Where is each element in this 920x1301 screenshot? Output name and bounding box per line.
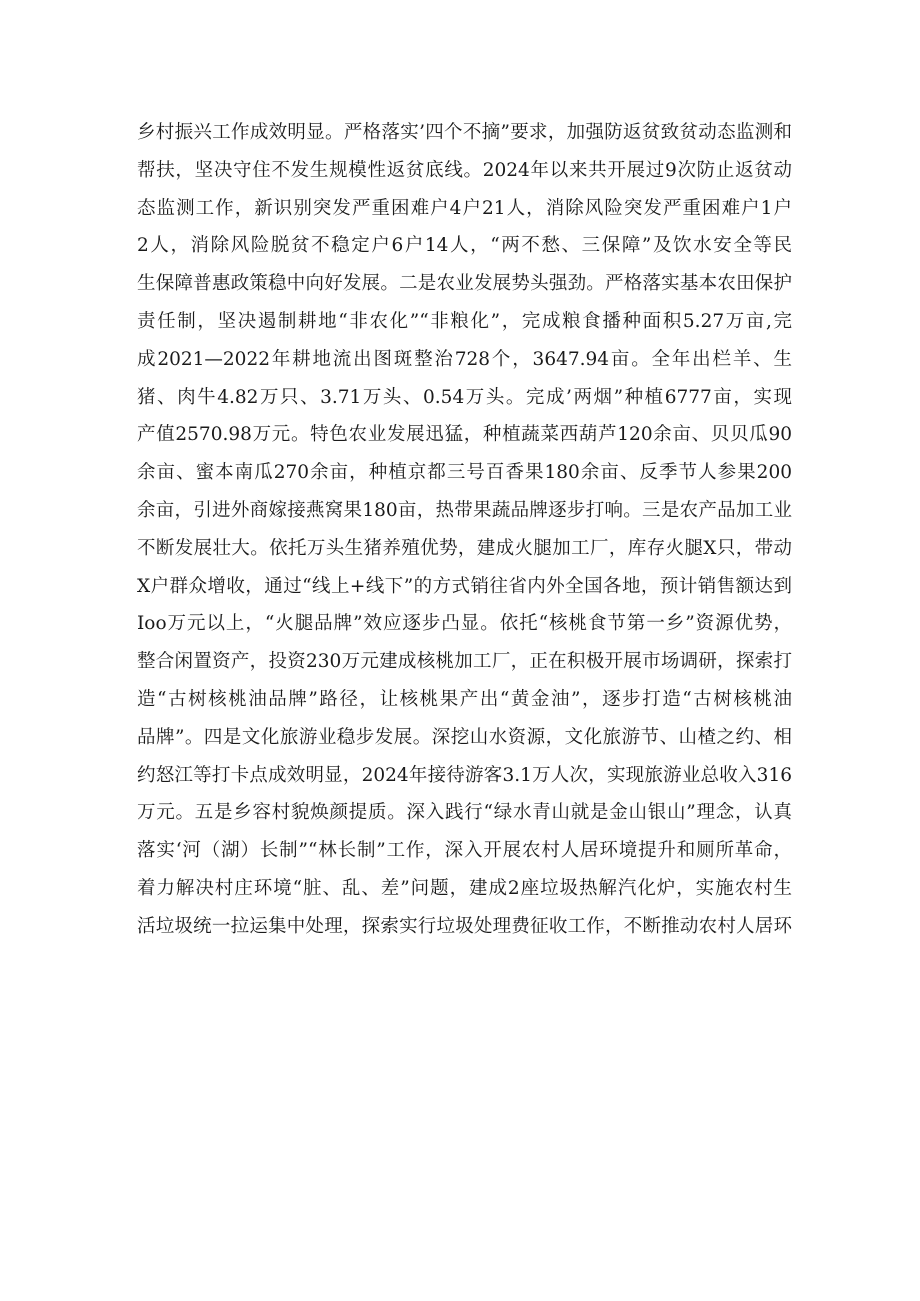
text-line: 不断发展壮大。依托万头生猪养殖优势，建成火腿加工厂，库存火腿X只，带动 (137, 537, 792, 559)
text-line: 品牌”。四是文化旅游业稳步发展。深挖山水资源，文化旅游节、山楂之约、相 (137, 726, 792, 748)
text-line: 造“古树核桃油品牌”路径，让核桃果产出“黄金油”，逐步打造“古树核桃油 (137, 688, 792, 710)
text-line: 产值2570.98万元。特色农业发展迅猛，种植蔬菜西葫芦120余亩、贝贝瓜90 (137, 424, 792, 446)
body-text (137, 114, 792, 946)
text-line: Ioo万元以上，“火腿品牌”效应逐步凸显。依托“核桃食节第一乡”资源优势， (137, 613, 792, 635)
text-line: 乡村振兴工作成效明显。严格落实’四个不摘”要求，加强防返贫致贫动态监测和 (137, 122, 792, 143)
text-line: 责任制，坚决遏制耕地“非农化”“非粮化”，完成粮食播种面积5.27万亩,完 (137, 310, 792, 332)
text-line: 着力解决村庄环境“脏、乱、差”问题，建成2座垃圾热解汽化炉，实施农村生 (137, 877, 792, 899)
text-line: 活垃圾统一拉运集中处理，探索实行垃圾处理费征收工作，不断推动农村人居环 (137, 915, 792, 937)
text-line: 整合闲置资产，投资230万元建成核桃加工厂，正在积极开展市场调研，探索打 (137, 651, 792, 673)
text-line: X户群众增收，通过“线上+线下”的方式销往省内外全国各地，预计销售额达到 (137, 575, 792, 597)
text-line: 态监测工作，新识别突发严重困难户4户21人，消除风险突发严重困难户1户 (137, 197, 792, 219)
text-line: 万元。五是乡容村貌焕颜提质。深入践行“绿水青山就是金山银山”理念，认真 (137, 802, 792, 824)
text-line: 成2021—2022年耕地流出图斑整治728个，3647.94亩。全年出栏羊、生 (137, 348, 792, 370)
text-line: 猪、肉牛4.82万只、3.71万头、0.54万头。完成’两烟”种植6777亩，实现 (137, 386, 792, 408)
text-line: 约怒江等打卡点成效明显，2024年接待游客3.1万人次，实现旅游业总收入316 (137, 764, 792, 786)
text-line: 余亩、蜜本南瓜270余亩，种植京都三号百香果180余亩、反季节人参果200 (137, 462, 792, 484)
text-line: 余亩，引进外商嫁接燕窝果180亩，热带果蔬品牌逐步打响。三是农产品加工业 (137, 499, 792, 521)
text-line: 生保障普惠政策稳中向好发展。二是农业发展势头强劲。严格落实基本农田保护 (137, 273, 792, 295)
text-line: 落实‘河（湖）长制”“林长制”工作，深入开展农村人居环境提升和厕所革命， (137, 840, 792, 862)
text-line: 帮扶，坚决守住不发生规模性返贫底线。2024年以来共开展过9次防止返贫动 (137, 159, 792, 181)
text-line: 2人，消除风险脱贫不稳定户6户14人，“两不愁、三保障”及饮水安全等民 (137, 235, 792, 257)
